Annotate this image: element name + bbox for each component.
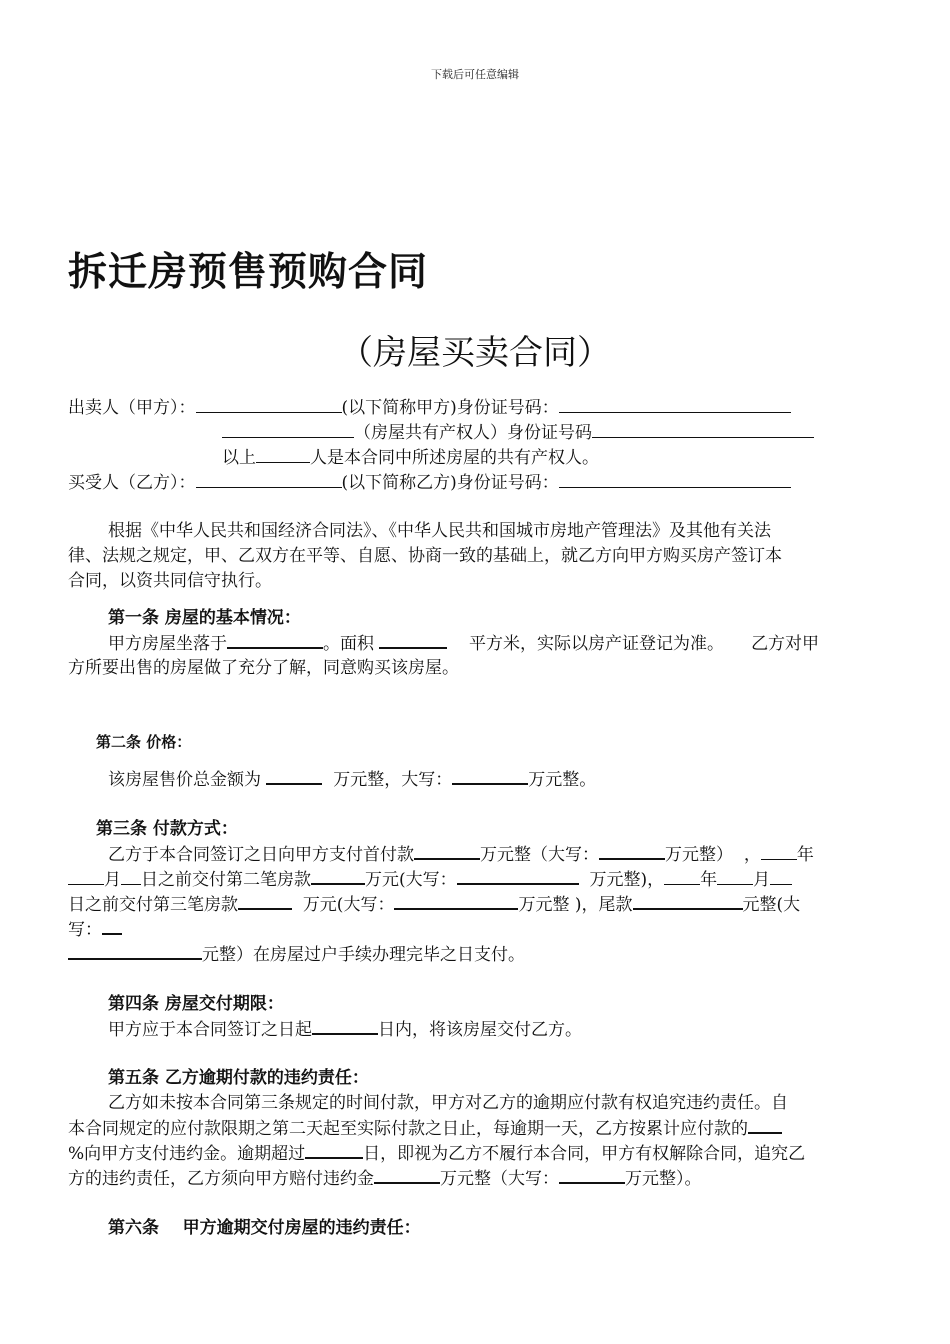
final-payment-condition: 元整）在房屋过户手续办理完毕之日支付。 — [202, 945, 525, 965]
second-payment-words-text: 万元(大写： — [365, 870, 457, 890]
seller-abbr: (以下简称甲方)身份证号码： — [341, 398, 559, 418]
article5-line-3 — [68, 1141, 805, 1167]
article1-text-unit: 平方米，实际以房产证登记为准。 — [469, 634, 725, 654]
buyer-abbr: (以下简称乙方)身份证号码： — [341, 473, 559, 493]
month-blank-2[interactable] — [717, 868, 753, 885]
year-text-2: 年 — [700, 870, 718, 890]
article2-heading: 第二条 价格： — [96, 733, 192, 751]
year-blank-1[interactable] — [761, 843, 797, 860]
header-note: 下载后可任意编辑 — [431, 68, 519, 81]
coowner-note-b: 人是本合同中所述房屋的共有产权人。 — [310, 448, 599, 468]
price-words-text: 万元整，大写： — [333, 770, 453, 790]
buyer-line — [68, 471, 791, 496]
price-end-text: 万元整。 — [528, 770, 597, 790]
third-payment-words-text: 万元(大写： — [302, 895, 395, 915]
second-payment-blank[interactable] — [311, 867, 365, 885]
price-text: 该房屋售价总金额为 — [108, 770, 261, 790]
year-text-1: 年 — [796, 845, 814, 865]
buyer-name-blank[interactable] — [196, 471, 342, 488]
final-payment-blank[interactable] — [633, 892, 743, 910]
compensation-text: 方的违约责任，乙方须向甲方赔付违约金 — [68, 1169, 374, 1189]
article2-line — [108, 767, 596, 793]
month-blank-1[interactable] — [68, 868, 104, 885]
termination-text: 日，即视为乙方不履行本合同，甲方有权解除合同，追究乙 — [363, 1144, 806, 1164]
down-payment-end: 万元整） — [665, 845, 733, 865]
seller-id-blank[interactable] — [559, 396, 791, 413]
day-blank-1[interactable] — [121, 868, 141, 885]
day-blank-2[interactable] — [770, 868, 792, 885]
article4-line — [108, 1017, 582, 1043]
final-payment-text: 万元整 )，尾款 — [518, 895, 633, 915]
document-subtitle: （房屋买卖合同） — [339, 333, 611, 373]
comma: ， — [743, 845, 761, 865]
document-title: 拆迁房预售预购合同 — [68, 250, 429, 295]
delivery-end: 日内，将该房屋交付乙方。 — [378, 1020, 582, 1040]
final-words-blank-b[interactable] — [68, 942, 202, 960]
down-payment-text: 乙方于本合同签订之日向甲方支付首付款 — [108, 845, 414, 865]
overdue-days-blank[interactable] — [305, 1141, 363, 1159]
article1-text-location: 甲方房屋坐落于 — [108, 634, 227, 654]
buyer-id-blank[interactable] — [559, 471, 791, 488]
article1-text-area: 。面积 — [323, 634, 374, 654]
buyer-label: 买受人（乙方）： — [68, 473, 196, 493]
penalty-rate-blank[interactable] — [748, 1116, 782, 1134]
down-payment-words-text: 万元整（大写： — [480, 845, 599, 865]
article3-heading: 第三条 付款方式： — [96, 819, 238, 839]
coowner-line — [222, 421, 814, 446]
compensation-end: 万元整）。 — [625, 1169, 702, 1189]
article1-line-1 — [108, 631, 819, 657]
seller-name-blank[interactable] — [196, 396, 342, 413]
article5-line-4 — [68, 1166, 702, 1192]
year-blank-2[interactable] — [664, 868, 700, 885]
coowner-text: （房屋共有产权人）身份证号码 — [354, 423, 592, 443]
coowner-name-blank[interactable] — [222, 421, 354, 438]
third-payment-words-blank[interactable] — [394, 892, 518, 910]
coowner-note-line — [222, 446, 599, 471]
compensation-blank[interactable] — [374, 1166, 440, 1184]
write-text: 写： — [68, 920, 102, 940]
article1-text-buyer: 乙方对甲 — [751, 634, 820, 654]
second-payment-end: 万元整)， — [589, 870, 665, 890]
article1-heading: 第一条 房屋的基本情况： — [108, 608, 301, 628]
coowner-note-a: 以上 — [222, 448, 256, 468]
article5-heading: 第五条 乙方逾期付款的违约责任： — [108, 1068, 369, 1088]
overdue-text: %向甲方支付违约金。逾期超过 — [68, 1144, 306, 1164]
delivery-text: 甲方应于本合同签订之日起 — [108, 1020, 312, 1040]
down-payment-words-blank[interactable] — [599, 842, 665, 860]
month-text-2: 月 — [753, 870, 771, 890]
article6-heading: 第六条 甲方逾期交付房屋的违约责任： — [108, 1218, 421, 1238]
price-blank[interactable] — [266, 767, 322, 785]
article5-line-2-text: 本合同规定的应付款限期之第二天起至实际付款之日止，每逾期一天，乙方按累计应付款的 — [68, 1119, 748, 1139]
seller-line — [68, 396, 791, 421]
preamble-line-2: 律、法规之规定，甲、乙双方在平等、自愿、协商一致的基础上，就乙方向甲方购买房产签订本 — [68, 546, 782, 566]
coowner-id-blank[interactable] — [592, 421, 814, 438]
final-payment-words-text: 元整(大 — [742, 895, 801, 915]
second-payment-text: 日之前交付第二笔房款 — [141, 870, 311, 890]
seller-label: 出卖人（甲方）： — [68, 398, 196, 418]
article5-line-1: 乙方如未按本合同第三条规定的时间付款，甲方对乙方的逾期应付款有权追究违约责任。自 — [108, 1093, 788, 1113]
preamble-line-1: 根据《中华人民共和国经济合同法》、《中华人民共和国城市房地产管理法》及其他有关法 — [108, 521, 771, 541]
delivery-days-blank[interactable] — [312, 1017, 378, 1035]
article3-line-3 — [68, 892, 800, 918]
final-words-blank-a[interactable] — [102, 917, 122, 935]
coowner-count-blank[interactable] — [256, 446, 310, 463]
third-payment-text: 日之前交付第三笔房款 — [68, 895, 238, 915]
third-payment-blank[interactable] — [238, 892, 292, 910]
article4-heading: 第四条 房屋交付期限： — [108, 994, 284, 1014]
compensation-words-blank[interactable] — [559, 1166, 625, 1184]
price-words-blank[interactable] — [452, 767, 528, 785]
second-payment-words-blank[interactable] — [457, 867, 579, 885]
article3-line-2 — [68, 867, 792, 893]
compensation-words-text: 万元整（大写： — [440, 1169, 559, 1189]
article3-line-5 — [68, 942, 525, 968]
article3-line-4 — [68, 917, 122, 943]
month-text-1: 月 — [104, 870, 121, 890]
down-payment-blank[interactable] — [414, 842, 480, 860]
article3-line-1 — [108, 842, 814, 868]
article1-line-2: 方所要出售的房屋做了充分了解，同意购买该房屋。 — [68, 658, 459, 678]
area-blank[interactable] — [379, 631, 447, 649]
preamble-line-3: 合同，以资共同信守执行。 — [68, 571, 272, 591]
article5-line-2 — [68, 1116, 782, 1142]
location-blank[interactable] — [227, 631, 323, 649]
